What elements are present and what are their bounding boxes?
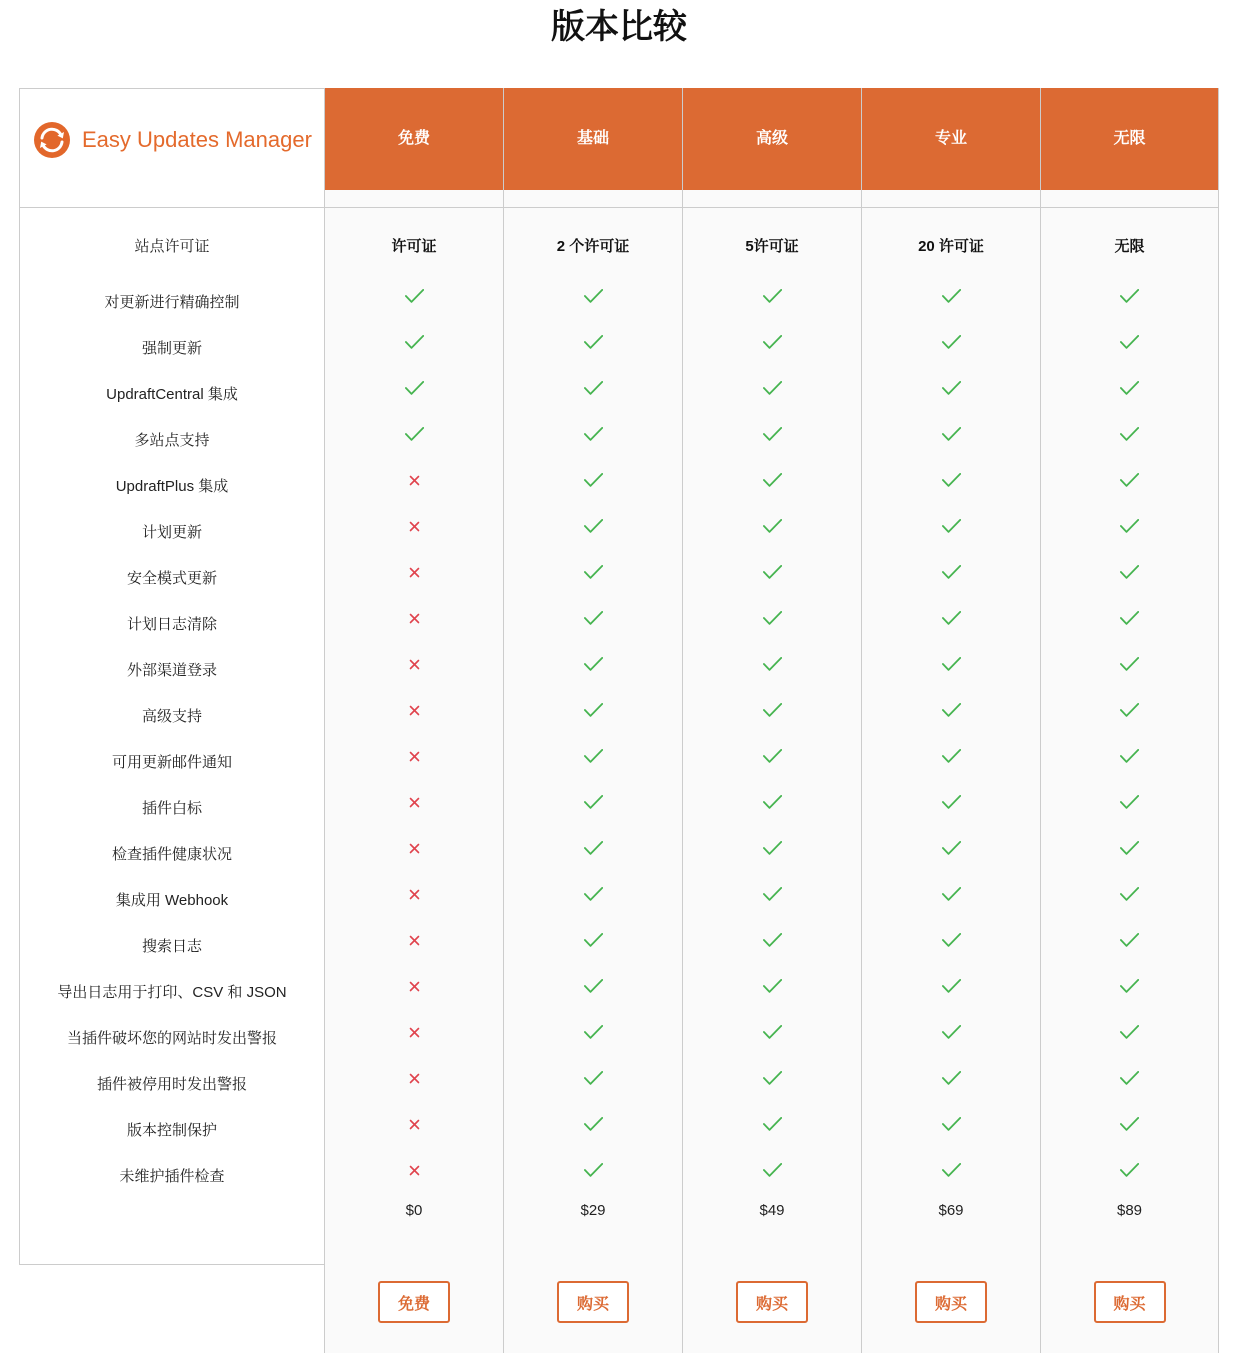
feature-cell <box>861 738 1040 784</box>
check-icon <box>584 887 603 901</box>
feature-cell <box>503 830 682 876</box>
feature-cell <box>503 738 682 784</box>
feature-label: 未维护插件检查 <box>19 1152 324 1198</box>
feature-cell <box>324 738 503 784</box>
feature-label: 站点许可证 <box>19 208 324 278</box>
check-icon <box>1120 1071 1139 1085</box>
feature-cell <box>324 508 503 554</box>
check-icon <box>584 1025 603 1039</box>
buy-premium-button[interactable]: 购买 <box>736 1281 808 1323</box>
check-icon <box>942 289 961 303</box>
feature-cell <box>1040 1106 1219 1152</box>
feature-cell <box>1040 1060 1219 1106</box>
check-icon <box>584 703 603 717</box>
table-header-row <box>19 88 1219 208</box>
feature-cell <box>503 278 682 324</box>
buy-pro-button[interactable]: 购买 <box>915 1281 987 1323</box>
check-icon <box>763 933 782 947</box>
feature-row <box>19 968 1219 1014</box>
feature-cell <box>682 370 861 416</box>
license-value: 20 许可证 <box>861 208 1040 278</box>
check-icon <box>1120 749 1139 763</box>
cta-cell <box>324 1265 503 1353</box>
feature-cell <box>503 784 682 830</box>
feature-cell <box>324 370 503 416</box>
check-icon <box>942 565 961 579</box>
feature-row <box>19 508 1219 554</box>
check-icon <box>1120 979 1139 993</box>
feature-cell <box>503 600 682 646</box>
feature-label: 集成用 Webhook <box>19 876 324 922</box>
check-icon <box>763 381 782 395</box>
check-icon <box>763 703 782 717</box>
check-icon <box>1120 887 1139 901</box>
license-value: 许可证 <box>324 208 503 278</box>
check-icon <box>763 657 782 671</box>
cross-icon <box>409 935 420 946</box>
check-icon <box>584 565 603 579</box>
check-icon <box>942 381 961 395</box>
feature-cell <box>1040 370 1219 416</box>
feature-cell <box>503 692 682 738</box>
feature-cell <box>861 508 1040 554</box>
check-icon <box>1120 1025 1139 1039</box>
refresh-icon <box>34 122 70 158</box>
cross-icon <box>409 981 420 992</box>
feature-cell <box>861 600 1040 646</box>
check-icon <box>942 703 961 717</box>
plan-column-header <box>1040 88 1219 208</box>
check-icon <box>584 1071 603 1085</box>
feature-cell <box>682 1106 861 1152</box>
feature-cell <box>324 646 503 692</box>
check-icon <box>584 657 603 671</box>
plan-column-header <box>861 88 1040 208</box>
feature-label: 计划日志清除 <box>19 600 324 646</box>
feature-cell <box>324 968 503 1014</box>
plan-price: $49 <box>682 1198 861 1265</box>
feature-row <box>19 1014 1219 1060</box>
feature-label: 版本控制保护 <box>19 1106 324 1152</box>
feature-cell <box>324 600 503 646</box>
feature-cell <box>861 692 1040 738</box>
check-icon <box>763 335 782 349</box>
feature-row <box>19 278 1219 324</box>
feature-row <box>19 922 1219 968</box>
check-icon <box>942 335 961 349</box>
check-icon <box>584 795 603 809</box>
feature-cell <box>861 922 1040 968</box>
check-icon <box>942 519 961 533</box>
feature-cell <box>503 1060 682 1106</box>
feature-label: 安全模式更新 <box>19 554 324 600</box>
brand-logo <box>34 89 312 190</box>
check-icon <box>763 427 782 441</box>
feature-label: 计划更新 <box>19 508 324 554</box>
feature-cell <box>1040 738 1219 784</box>
feature-cell <box>503 876 682 922</box>
check-icon <box>1120 427 1139 441</box>
feature-label: 高级支持 <box>19 692 324 738</box>
feature-row <box>19 416 1219 462</box>
feature-cell <box>1040 508 1219 554</box>
check-icon <box>584 933 603 947</box>
check-icon <box>584 473 603 487</box>
feature-label: UpdraftPlus 集成 <box>19 462 324 508</box>
license-row <box>19 208 1219 278</box>
check-icon <box>1120 703 1139 717</box>
check-icon <box>1120 473 1139 487</box>
feature-label: 检查插件健康状况 <box>19 830 324 876</box>
feature-cell <box>682 554 861 600</box>
feature-row <box>19 784 1219 830</box>
check-icon <box>1120 1163 1139 1177</box>
check-icon <box>763 841 782 855</box>
feature-row <box>19 1060 1219 1106</box>
feature-cell <box>861 1152 1040 1198</box>
feature-cell <box>503 554 682 600</box>
feature-cell <box>503 1152 682 1198</box>
feature-cell <box>1040 600 1219 646</box>
check-icon <box>763 1025 782 1039</box>
feature-cell <box>324 462 503 508</box>
cross-icon <box>409 797 420 808</box>
feature-label: 多站点支持 <box>19 416 324 462</box>
feature-cell <box>682 462 861 508</box>
plan-column-header <box>324 88 503 208</box>
cta-row <box>19 1265 1219 1353</box>
check-icon <box>763 1163 782 1177</box>
check-icon <box>584 979 603 993</box>
feature-row <box>19 1152 1219 1198</box>
feature-row <box>19 600 1219 646</box>
check-icon <box>763 1117 782 1131</box>
feature-cell <box>1040 968 1219 1014</box>
feature-cell <box>324 1014 503 1060</box>
check-icon <box>763 611 782 625</box>
feature-row <box>19 462 1219 508</box>
cross-icon <box>409 475 420 486</box>
feature-cell <box>1040 876 1219 922</box>
feature-cell <box>682 646 861 692</box>
feature-cell <box>682 968 861 1014</box>
feature-label: 搜索日志 <box>19 922 324 968</box>
feature-cell <box>503 462 682 508</box>
feature-cell <box>503 416 682 462</box>
feature-cell <box>682 784 861 830</box>
cross-icon <box>409 1073 420 1084</box>
feature-cell <box>861 554 1040 600</box>
feature-cell <box>503 370 682 416</box>
plan-name-unlimited: 无限 <box>1041 88 1218 190</box>
plan-price: $0 <box>324 1198 503 1265</box>
check-icon <box>1120 795 1139 809</box>
plan-column-header <box>503 88 682 208</box>
check-icon <box>942 933 961 947</box>
check-icon <box>1120 933 1139 947</box>
check-icon <box>942 473 961 487</box>
check-icon <box>763 289 782 303</box>
cta-cell <box>861 1265 1040 1353</box>
cross-icon <box>409 567 420 578</box>
check-icon <box>942 427 961 441</box>
plan-name-basic: 基础 <box>504 88 682 190</box>
cross-icon <box>409 659 420 670</box>
feature-row <box>19 830 1219 876</box>
feature-cell <box>861 370 1040 416</box>
feature-cell <box>1040 830 1219 876</box>
get-free-button[interactable]: 免费 <box>378 1281 450 1323</box>
check-icon <box>763 1071 782 1085</box>
price-row <box>19 1198 1219 1265</box>
feature-cell <box>861 1060 1040 1106</box>
check-icon <box>942 795 961 809</box>
cta-cell <box>1040 1265 1219 1353</box>
cross-icon <box>409 1119 420 1130</box>
feature-cell <box>861 968 1040 1014</box>
feature-cell <box>861 784 1040 830</box>
check-icon <box>1120 611 1139 625</box>
check-icon <box>942 749 961 763</box>
check-icon <box>584 519 603 533</box>
feature-cell <box>861 416 1040 462</box>
check-icon <box>1120 519 1139 533</box>
check-icon <box>405 427 424 441</box>
feature-row <box>19 646 1219 692</box>
cross-icon <box>409 613 420 624</box>
license-value: 2 个许可证 <box>503 208 682 278</box>
cross-icon <box>409 1027 420 1038</box>
check-icon <box>763 979 782 993</box>
feature-cell <box>1040 1152 1219 1198</box>
check-icon <box>763 887 782 901</box>
feature-cell <box>682 324 861 370</box>
feature-cell <box>324 278 503 324</box>
feature-cell <box>1040 324 1219 370</box>
check-icon <box>763 519 782 533</box>
check-icon <box>942 1071 961 1085</box>
feature-cell <box>682 508 861 554</box>
check-icon <box>584 1117 603 1131</box>
feature-cell <box>324 784 503 830</box>
feature-label: 外部渠道登录 <box>19 646 324 692</box>
check-icon <box>942 1163 961 1177</box>
feature-cell <box>324 876 503 922</box>
feature-cell <box>682 1060 861 1106</box>
feature-row <box>19 554 1219 600</box>
check-icon <box>405 381 424 395</box>
feature-cell <box>324 1106 503 1152</box>
feature-cell <box>1040 1014 1219 1060</box>
feature-cell <box>861 278 1040 324</box>
check-icon <box>763 565 782 579</box>
check-icon <box>584 289 603 303</box>
cross-icon <box>409 1165 420 1176</box>
feature-cell <box>682 1152 861 1198</box>
feature-cell <box>503 968 682 1014</box>
feature-cell <box>682 738 861 784</box>
check-icon <box>584 749 603 763</box>
feature-cell <box>682 692 861 738</box>
check-icon <box>1120 841 1139 855</box>
check-icon <box>584 381 603 395</box>
cross-icon <box>409 889 420 900</box>
feature-cell <box>503 324 682 370</box>
feature-label: 导出日志用于打印、CSV 和 JSON <box>19 968 324 1014</box>
feature-row <box>19 692 1219 738</box>
check-icon <box>942 657 961 671</box>
feature-cell <box>503 646 682 692</box>
price-label-spacer <box>19 1198 324 1265</box>
check-icon <box>1120 381 1139 395</box>
check-icon <box>763 795 782 809</box>
check-icon <box>584 611 603 625</box>
plan-name-pro: 专业 <box>862 88 1040 190</box>
license-value: 5许可证 <box>682 208 861 278</box>
feature-cell <box>503 508 682 554</box>
cta-cell <box>503 1265 682 1353</box>
feature-cell <box>1040 462 1219 508</box>
feature-label: UpdraftCentral 集成 <box>19 370 324 416</box>
feature-cell <box>1040 646 1219 692</box>
feature-label: 插件被停用时发出警报 <box>19 1060 324 1106</box>
feature-row <box>19 738 1219 784</box>
feature-cell <box>324 554 503 600</box>
feature-row <box>19 1106 1219 1152</box>
feature-cell <box>1040 784 1219 830</box>
feature-cell <box>324 324 503 370</box>
feature-cell <box>324 1152 503 1198</box>
check-icon <box>1120 335 1139 349</box>
check-icon <box>1120 657 1139 671</box>
feature-cell <box>324 692 503 738</box>
buy-basic-button[interactable]: 购买 <box>557 1281 629 1323</box>
check-icon <box>942 1025 961 1039</box>
feature-cell <box>861 830 1040 876</box>
feature-cell <box>861 646 1040 692</box>
feature-cell <box>503 922 682 968</box>
feature-cell <box>1040 554 1219 600</box>
feature-cell <box>682 416 861 462</box>
buy-unlimited-button[interactable]: 购买 <box>1094 1281 1166 1323</box>
cross-icon <box>409 843 420 854</box>
check-icon <box>405 289 424 303</box>
feature-cell <box>682 278 861 324</box>
plan-name-premium: 高级 <box>683 88 861 190</box>
feature-cell <box>861 876 1040 922</box>
plan-name-free: 免费 <box>325 88 503 190</box>
feature-row <box>19 876 1219 922</box>
feature-label: 插件白标 <box>19 784 324 830</box>
check-icon <box>584 1163 603 1177</box>
feature-cell <box>503 1106 682 1152</box>
check-icon <box>405 335 424 349</box>
feature-cell <box>324 922 503 968</box>
brand-name: Easy Updates Manager <box>82 126 312 152</box>
feature-cell <box>1040 922 1219 968</box>
feature-cell <box>682 1014 861 1060</box>
feature-label: 可用更新邮件通知 <box>19 738 324 784</box>
feature-cell <box>1040 278 1219 324</box>
feature-label: 当插件破坏您的网站时发出警报 <box>19 1014 324 1060</box>
feature-label: 强制更新 <box>19 324 324 370</box>
check-icon <box>1120 565 1139 579</box>
feature-cell <box>503 1014 682 1060</box>
logo-cell <box>19 88 324 208</box>
comparison-table <box>19 88 1219 1353</box>
feature-cell <box>682 830 861 876</box>
feature-cell <box>324 416 503 462</box>
plan-price: $89 <box>1040 1198 1219 1265</box>
feature-row <box>19 370 1219 416</box>
check-icon <box>942 1117 961 1131</box>
feature-cell <box>682 876 861 922</box>
check-icon <box>1120 289 1139 303</box>
check-icon <box>1120 1117 1139 1131</box>
feature-cell <box>682 600 861 646</box>
cta-cell <box>682 1265 861 1353</box>
feature-cell <box>1040 416 1219 462</box>
check-icon <box>584 427 603 441</box>
feature-cell <box>682 922 861 968</box>
plan-price: $69 <box>861 1198 1040 1265</box>
check-icon <box>763 749 782 763</box>
feature-cell <box>861 1014 1040 1060</box>
plan-price: $29 <box>503 1198 682 1265</box>
page-title: 版本比较 <box>551 7 687 47</box>
check-icon <box>584 841 603 855</box>
feature-cell <box>861 462 1040 508</box>
check-icon <box>942 611 961 625</box>
check-icon <box>942 887 961 901</box>
feature-cell <box>861 1106 1040 1152</box>
license-value: 无限 <box>1040 208 1219 278</box>
plan-column-header <box>682 88 861 208</box>
check-icon <box>763 473 782 487</box>
feature-cell <box>1040 692 1219 738</box>
feature-label: 对更新进行精确控制 <box>19 278 324 324</box>
cross-icon <box>409 705 420 716</box>
check-icon <box>942 979 961 993</box>
cross-icon <box>409 751 420 762</box>
check-icon <box>584 335 603 349</box>
check-icon <box>942 841 961 855</box>
feature-row <box>19 324 1219 370</box>
feature-rows <box>19 278 1219 1198</box>
feature-cell <box>861 324 1040 370</box>
feature-cell <box>324 1060 503 1106</box>
feature-cell <box>324 830 503 876</box>
cross-icon <box>409 521 420 532</box>
cta-spacer <box>19 1265 324 1353</box>
